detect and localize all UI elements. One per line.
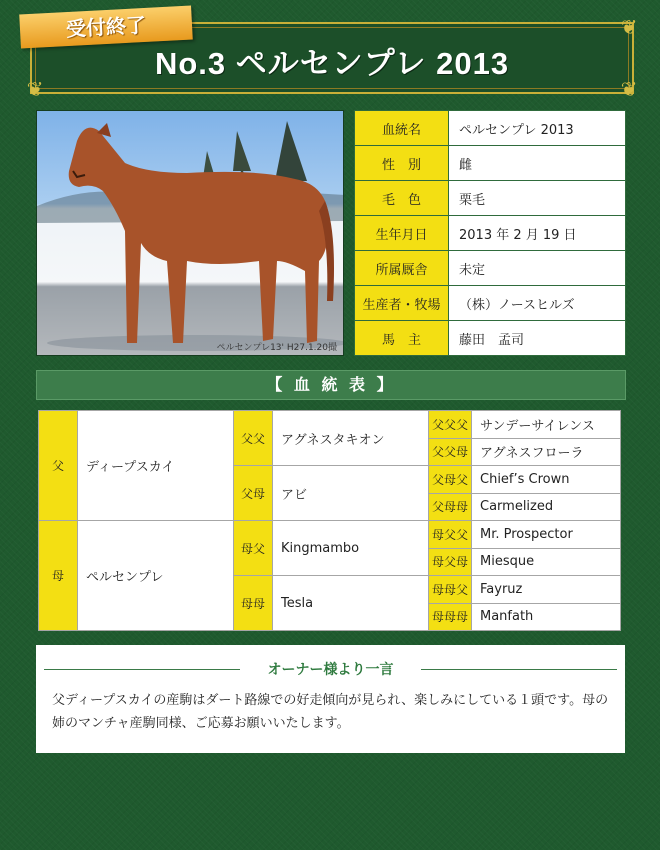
dam-dam-label: 母母 <box>234 576 273 631</box>
ancestor-label: 父母父 <box>429 466 472 494</box>
profile-label: 性 別 <box>355 146 449 181</box>
dam-sire-label: 母父 <box>234 521 273 576</box>
ancestor-label: 母父母 <box>429 548 472 576</box>
profile-row <box>355 286 626 321</box>
dam-dam-name: Tesla <box>273 576 429 631</box>
status-badge: 受付終了 <box>19 6 193 49</box>
profile-label: 血統名 <box>355 111 449 146</box>
ancestor-label: 父母母 <box>429 493 472 521</box>
sire-name: ディープスカイ <box>78 411 234 521</box>
sire-label: 父 <box>39 411 78 521</box>
profile-row <box>355 111 626 146</box>
profile-label: 馬 主 <box>355 321 449 356</box>
ornament-icon: ❦ <box>620 77 638 101</box>
ancestor-name: Chief’s Crown <box>472 466 621 494</box>
pedigree-table-wrap <box>38 410 620 630</box>
ancestor-label: 母母母 <box>429 603 472 631</box>
photo-caption: ペルセンプレ13' H27.1.20撮 <box>216 343 337 353</box>
owner-comment: 父ディープスカイの産駒はダート路線での好走傾向が見られ、楽しみにしている１頭です。母の姉のマンチャ産駒同様、ご応募お願いいたします。 <box>52 693 609 731</box>
divider <box>421 669 617 670</box>
ancestor-name: Fayruz <box>472 576 621 604</box>
horse-illustration <box>37 111 344 356</box>
ancestor-label: 父父父 <box>429 411 472 439</box>
ancestor-label: 父父母 <box>429 438 472 466</box>
dam-label: 母 <box>39 521 78 631</box>
ancestor-name: Miesque <box>472 548 621 576</box>
pedigree-heading: 【 血 統 表 】 <box>36 370 626 400</box>
owner-heading <box>44 659 617 679</box>
owner-heading-text: オーナー様より一言 <box>267 662 394 678</box>
profile-label: 生年月日 <box>355 216 449 251</box>
divider <box>44 669 240 670</box>
ancestor-name: サンデーサイレンス <box>472 411 621 439</box>
dam-name: ペルセンプレ <box>78 521 234 631</box>
ornament-icon: ❦ <box>26 77 44 101</box>
ancestor-name: Mr. Prospector <box>472 521 621 549</box>
profile-value: 栗毛 <box>449 181 626 216</box>
ancestor-name: Manfath <box>472 603 621 631</box>
profile-row <box>355 146 626 181</box>
profile-label: 毛 色 <box>355 181 449 216</box>
profile-row <box>355 251 626 286</box>
sire-dam-label: 父母 <box>234 466 273 521</box>
ancestor-label: 母母父 <box>429 576 472 604</box>
horse-photo <box>36 110 344 356</box>
profile-row <box>355 181 626 216</box>
profile-value: （株）ノースヒルズ <box>449 286 626 321</box>
profile-value: ペルセンプレ 2013 <box>449 111 626 146</box>
profile-table <box>354 110 626 356</box>
profile-value: 雌 <box>449 146 626 181</box>
dam-sire-name: Kingmambo <box>273 521 429 576</box>
ancestor-name: アグネスフローラ <box>472 438 621 466</box>
sire-sire-name: アグネスタキオン <box>273 411 429 466</box>
profile-value: 2013 年 2 月 19 日 <box>449 216 626 251</box>
profile-label: 生産者・牧場 <box>355 286 449 321</box>
profile-value: 未定 <box>449 251 626 286</box>
ornament-icon: ❦ <box>620 15 638 39</box>
pedigree-table <box>38 410 621 631</box>
ancestor-label: 母父父 <box>429 521 472 549</box>
sire-dam-name: アビ <box>273 466 429 521</box>
sire-sire-label: 父父 <box>234 411 273 466</box>
profile-row <box>355 216 626 251</box>
profile-row <box>355 321 626 356</box>
profile-value: 藤田 孟司 <box>449 321 626 356</box>
ancestor-name: Carmelized <box>472 493 621 521</box>
owner-comment-box <box>36 645 625 753</box>
profile-label: 所属厩舎 <box>355 251 449 286</box>
page-title: No.3 ペルセンプレ 2013 <box>154 46 510 81</box>
